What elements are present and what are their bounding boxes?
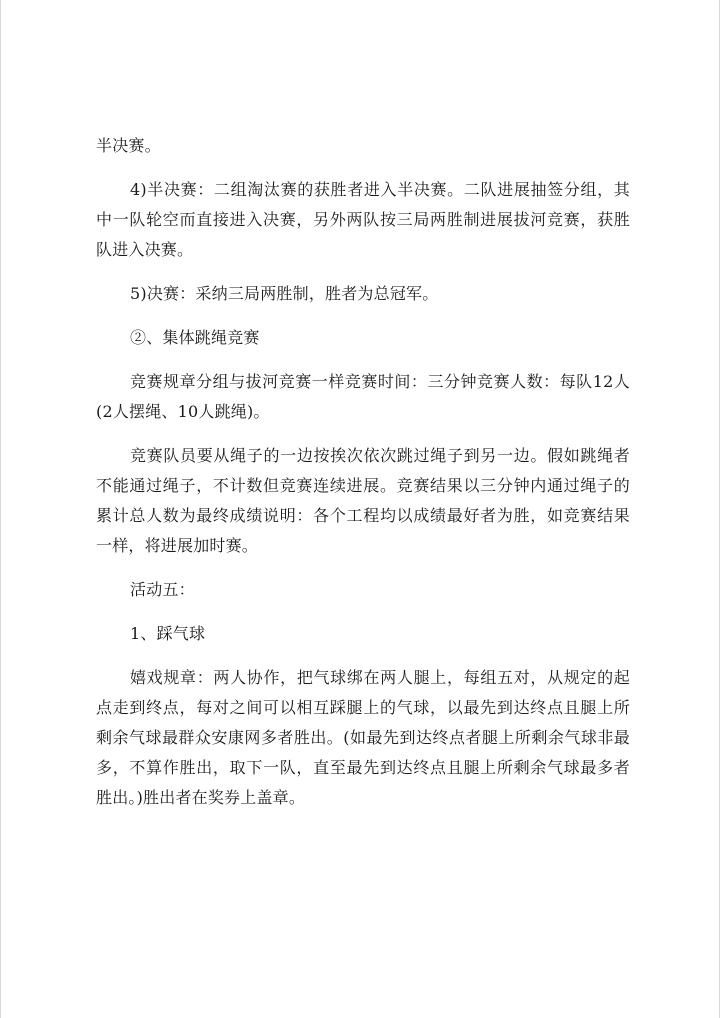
paragraph-jump-rope-details: 竞赛队员要从绳子的一边按挨次依次跳过绳子到另一边。假如跳绳者不能通过绳子，不计数但竞赛连续进展。竞赛结果以三分钟内通过绳子的累计总人数为最终成绩说明：各个工程均以成绩最好者为胜，如竞赛结果一样，将进展加时赛。 — [96, 446, 630, 555]
section-heading-balloon-stomp: 1、踩气球 — [130, 624, 206, 643]
paragraph-continuation: 半决赛。 — [96, 136, 161, 155]
paragraph-jump-rope-rules: 竞赛规章分组与拔河竞赛一样竞赛时间：三分钟竞赛人数：每队12人(2人摆绳、10人跳绳)。 — [96, 372, 630, 421]
paragraph-final: 5)决赛：采纳三局两胜制，胜者为总冠军。 — [130, 284, 439, 303]
paragraph-semifinal: 4)半决赛：二组淘汰赛的获胜者进入半决赛。二队进展抽签分组，其中一队轮空而直接进入决赛，另外两队按三局两胜制进展拔河竞赛，获胜队进入决赛。 — [96, 180, 630, 259]
section-heading-jump-rope: ②、集体跳绳竞赛 — [130, 328, 260, 347]
section-heading-activity-five: 活动五： — [130, 580, 195, 599]
paragraph-balloon-rules: 嬉戏规章：两人协作，把气球绑在两人腿上，每组五对，从规定的起点走到终点，每对之间可以相互踩腿上的气球，以最先到达终点且腿上所剩余气球最群众安康网多者胜出。(如最先到达终点者腿上所剩余气球非最多，不算作胜出，取下一队，直至最先到达终点且腿上所剩余气球最多者胜出。)胜出者在奖券上盖章。 — [96, 668, 630, 807]
document-body — [96, 131, 630, 827]
